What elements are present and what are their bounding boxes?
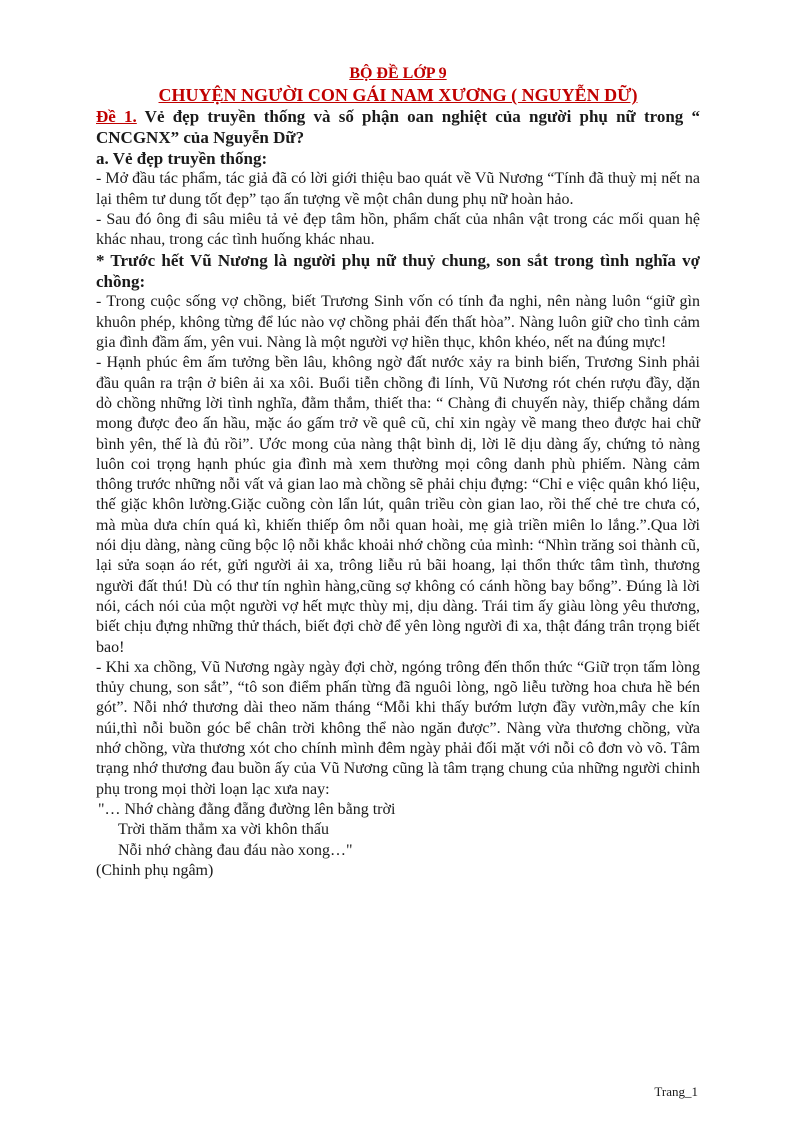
paragraph: - Sau đó ông đi sâu miêu tả vẻ đẹp tâm hồn, phẩm chất của nhân vật trong các mối quan hệ khác nhau, trong các tình huống khác nhau. — [96, 210, 700, 249]
poem-line: Trời thăm thẳm xa vời khôn thấu — [118, 821, 329, 839]
doc-subtitle: CHUYỆN NGƯỜI CON GÁI NAM XƯƠNG ( NGUYỄN DỮ) — [158, 85, 638, 106]
section-a-heading: a. Vẻ đẹp truyền thống: — [96, 149, 268, 169]
paragraph: - Khi xa chồng, Vũ Nương ngày ngày đợi chờ, ngóng trông đến thổn thức “Giữ trọn tấm lòng thủy chung, son sắt”, “tô son điểm phấn từng đã nguôi lòng, ngõ liễu tường hoa chưa hề bén gót”. Nỗi nhớ thương dài theo năm tháng “Mỗi khi thấy bướm lượn đầy vườn,mây che kín núi,thì nỗi buồn góc bể chân trời không thể nào ngăn được”. Nàng vừa thương chồng, vừa nhớ chồng, vừa thương xót cho chính mình đêm ngày phải đối mặt với nỗi cô đơn vò võ. Tâm trạng nhớ thương đau buồn ấy của Vũ Nương cũng là tâm trạng chung của những người chinh phụ trong mọi thời loạn lạc xưa nay: — [96, 658, 700, 798]
question-text: Vẻ đẹp truyền thống và số phận oan nghiệt của người phụ nữ trong “ CNCGNX” của Nguyễn Dữ? — [96, 107, 700, 148]
document-page — [96, 64, 700, 881]
page-number: Trang_1 — [654, 1084, 698, 1099]
poem-line: "… Nhớ chàng đằng đẵng đường lên bằng trời — [98, 800, 396, 818]
doc-title: BỘ ĐỀ LỚP 9 — [349, 65, 447, 82]
subsection-heading: * Trước hết Vũ Nương là người phụ nữ thuỷ chung, son sắt trong tình nghĩa vợ chồng: — [96, 251, 700, 292]
paragraph: - Hạnh phúc êm ấm tưởng bền lâu, không ngờ đất nước xảy ra binh biến, Trương Sinh phải đầu quân ra trận ở biên ải xa xôi. Buổi tiễn chồng đi lính, Vũ Nương rót chén rượu đầy, dặn dò chồng những lời tình nghĩa, đằm thắm, thiết tha: “ Chàng đi chuyến này, thiếp chẳng dám mong được đeo ấn hầu, mặc áo gấm trở về quê cũ, chỉ xin ngày về mang theo được hai chữ bình yên, thế là đủ rồi”. Ước mong của nàng thật bình dị, lời lẽ dịu dàng ấy, chứng tỏ nàng luôn coi trọng hạnh phúc gia đình mà xem thường mọi công danh phù phiếm. Nàng cảm thông trước những nỗi vất vả gian lao mà chồng sẽ phải chịu đựng: “Chỉ e việc quân khó liệu, thế giặc khôn lường.Giặc cuồng còn lẩn lút, quân triều còn gian lao, rồi thế chẻ tre chưa có, mà mùa dưa chín quá kì, khiến thiếp ôm nỗi quan hoài, mẹ già triền miên lo lắng.”.Qua lời nói dịu dàng, nàng cũng bộc lộ nỗi khắc khoải nhớ chồng của mình: “Nhìn trăng soi thành cũ, lại sửa soạn áo rét, gửi người ải xa, trông liễu rủ bãi hoang, lại thổn thức tâm tình, thương người đất thú! Dù có thư tín nghìn hàng,cũng sợ không có cánh hồng bay bổng”. Đúng là lời nói, cách nói của một người vợ hết mực thùy mị, dịu dàng. Trái tim ấy giàu lòng yêu thương, biết chịu đựng những thử thách, biết đợi chờ để yên lòng người đi xa, thật đáng trân trọng biết bao! — [96, 354, 700, 656]
paragraph: - Mở đầu tác phẩm, tác giả đã có lời giới thiệu bao quát về Vũ Nương “Tính đã thuỳ mị nết na lại thêm tư dung tốt đẹp” tạo ấn tượng về một chân dung phụ nữ hoàn hảo. — [96, 170, 700, 208]
poem-source: (Chinh phụ ngâm) — [96, 861, 214, 879]
question-heading — [96, 106, 700, 148]
paragraph: - Trong cuộc sống vợ chồng, biết Trương Sinh vốn có tính đa nghi, nên nàng luôn “giữ gìn khuôn phép, không từng để lúc nào vợ chồng phải đến thất hòa”. Nàng luôn giữ cho tình cảm gia đình đầm ấm, yên vui. Nàng là một người vợ hiền thục, khôn khéo, nết na đúng mực! — [96, 293, 700, 352]
poem-line: Nỗi nhớ chàng đau đáu nào xong…" — [118, 841, 353, 859]
question-label: Đề 1. — [96, 107, 137, 127]
